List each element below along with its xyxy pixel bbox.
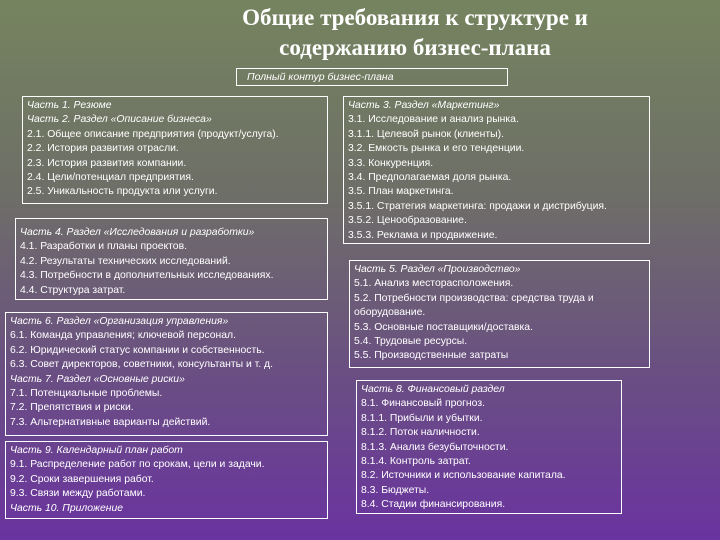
section-item: 9.2. Сроки завершения работ. (10, 473, 154, 485)
section-heading: Часть 1. Резюме (27, 100, 112, 111)
section-item: 3.5.2. Ценообразование. (348, 215, 467, 227)
section-item: 2.4. Цели/потенциал предприятия. (27, 172, 194, 184)
section-item: 3.5.1. Стратегия маркетинга: продажи и дистрибуция. (348, 200, 607, 212)
section-heading: Часть 6. Раздел «Организация управления» (10, 316, 229, 327)
subtitle-box: Полный контур бизнес-плана (236, 68, 508, 86)
section-item: 7.3. Альтернативные варианты действий. (10, 416, 211, 428)
section-item: 3.1.1. Целевой рынок (клиенты). (348, 128, 504, 140)
section-item: 5.3. Основные поставщики/доставка. (354, 321, 533, 333)
section-heading: Часть 10. Приложение (10, 502, 124, 514)
section-heading: Часть 9. Календарный план работ (10, 445, 183, 456)
section-heading: Часть 3. Раздел «Маркетинг» (348, 100, 500, 111)
section-item: 8.1.3. Анализ безубыточности. (361, 441, 509, 453)
section-box-part-3 (343, 96, 650, 244)
section-item: 4.1. Разработки и планы проектов. (20, 241, 187, 253)
section-item: 7.1. Потенциальные проблемы. (10, 388, 163, 400)
section-box-part-6-7 (5, 312, 328, 436)
page-title (180, 3, 650, 63)
page-title-line-2: содержанию бизнес-плана (279, 35, 551, 60)
section-box-part-8 (356, 380, 622, 514)
section-item: 9.1. Распределение работ по срокам, цели и задачи. (10, 459, 265, 471)
section-item: 4.4. Структура затрат. (20, 284, 126, 296)
section-item: 2.2. История развития отрасли. (27, 143, 179, 155)
section-item: 5.4. Трудовые ресурсы. (354, 336, 468, 348)
section-heading: Часть 4. Раздел «Исследования и разработки» (20, 227, 255, 238)
section-item: 9.3. Связи между работами. (10, 488, 146, 500)
section-item: 3.2. Емкость рынка и его тенденции. (348, 143, 525, 155)
section-item: 3.1. Исследование и анализ рынка. (348, 114, 519, 126)
section-item: 5.2. Потребности производства: средства труда и (354, 292, 594, 304)
section-heading: Часть 2. Раздел «Описание бизнеса» (27, 114, 212, 126)
section-item: 2.3. История развития компании. (27, 157, 187, 169)
section-item: 7.2. Препятствия и риски. (10, 402, 134, 414)
section-heading: Часть 5. Раздел «Производство» (354, 264, 521, 275)
page-title-line-1: Общие требования к структуре и (242, 5, 588, 30)
section-item: 8.3. Бюджеты. (361, 484, 430, 496)
section-item: 8.1.1. Прибыли и убытки. (361, 412, 483, 424)
section-item: 3.5.3. Реклама и продвижение. (348, 229, 498, 241)
section-item: 8.1. Финансовый прогноз. (361, 398, 485, 410)
section-item: 5.1. Анализ месторасположения. (354, 278, 514, 290)
section-item: 3.4. Предполагаемая доля рынка. (348, 172, 512, 184)
section-box-part-5 (349, 260, 650, 368)
section-item: 8.1.2. Поток наличности. (361, 427, 480, 439)
section-item: 4.3. Потребности в дополнительных исследованиях. (20, 270, 274, 282)
section-item: оборудование. (354, 307, 426, 319)
section-box-part-4 (15, 218, 328, 300)
section-item: 6.1. Команда управления; ключевой персонал. (10, 330, 236, 342)
section-item: 3.5. План маркетинга. (348, 186, 454, 198)
section-item: 6.2. Юридический статус компании и собственность. (10, 344, 265, 356)
section-item: 5.5. Производственные затраты (354, 350, 509, 362)
section-box-part-1-2 (22, 96, 328, 204)
section-item: 2.5. Уникальность продукта или услуги. (27, 186, 218, 198)
section-item: 6.3. Совет директоров, советники, консультанты и т. д. (10, 359, 273, 371)
section-item: 8.1.4. Контроль затрат. (361, 456, 471, 468)
section-item: 2.1. Общее описание предприятия (продукт/услуга). (27, 128, 279, 140)
section-item: 8.4. Стадии финансирования. (361, 499, 506, 511)
section-box-part-9-10 (5, 441, 328, 519)
section-heading: Часть 8. Финансовый раздел (361, 384, 505, 395)
section-item: 3.3. Конкуренция. (348, 157, 434, 169)
section-heading: Часть 7. Раздел «Основные риски» (10, 373, 185, 385)
section-item: 8.2. Источники и использование капитала. (361, 470, 566, 482)
section-item: 4.2. Результаты технических исследований. (20, 255, 231, 267)
